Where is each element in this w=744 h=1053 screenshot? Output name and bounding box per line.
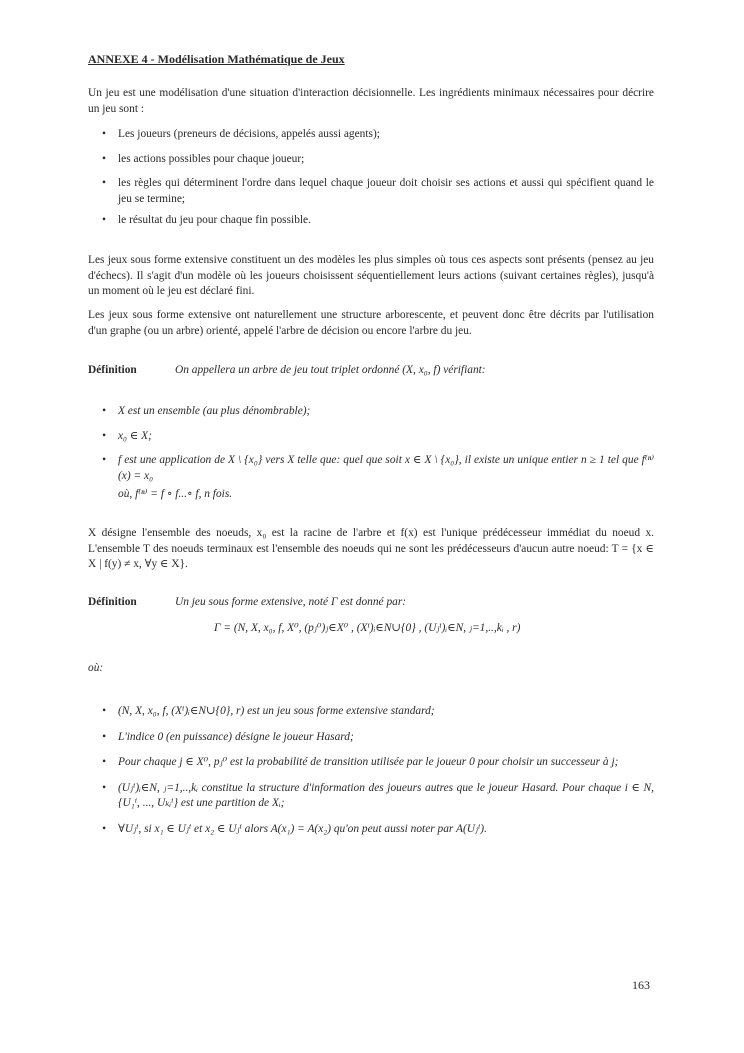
definition-label: Définition bbox=[88, 596, 137, 608]
definition-text: On appellera un arbre de jeu tout triplet ordonné (X, x₀, f) vérifiant: bbox=[175, 364, 486, 376]
list-item: • L'indice 0 (en puissance) désigne le joueur Hasard; bbox=[102, 730, 654, 746]
list-item: • le résultat du jeu pour chaque fin possible. bbox=[102, 213, 654, 229]
list-item: • X est un ensemble (au plus dénombrable); bbox=[102, 404, 654, 420]
extensive-paragraph-1: Les jeux sous forme extensive constituent un des modèles les plus simples où tous ces aspects sont présents (pensez au jeu d'échecs). Il s'agit d'un modèle où les joueurs choisissent séquentiellement leurs actions (suivant certaines règles), jusqu'à un moment où le jeu est déclaré fini. bbox=[88, 254, 654, 297]
list-item: • (N, X, x₀, f, (Xⁱ)ᵢ∈N∪{0}, r) est un jeu sous forme extensive standard; bbox=[102, 704, 654, 720]
intro-paragraph: Un jeu est une modélisation d'une situation d'interaction décisionnelle. Les ingrédients minimaux nécessaires pour décrire un jeu sont : bbox=[88, 87, 654, 115]
where-label: où: bbox=[88, 662, 104, 674]
list-item: • Les joueurs (preneurs de décisions, appelés aussi agents); bbox=[102, 127, 654, 143]
definition-text: Un jeu sous forme extensive, noté Γ est donné par: bbox=[175, 596, 407, 608]
list-item: • les actions possibles pour chaque joueur; bbox=[102, 152, 654, 168]
list-item: • ∀Uⱼⁱ, si x₁ ∈ Uⱼⁱ et x₂ ∈ Uⱼⁱ alors A(x₁) = A(x₂) qu'on peut aussi noter par A(Uⱼⁱ). bbox=[102, 822, 654, 838]
extensive-paragraph-2: Les jeux sous forme extensive ont naturellement une structure arborescente, et peuvent donc être décrits par l'utilisation d'un graphe (ou un arbre) orienté, appelé l'arbre de décision ou encore l'arbre du jeu. bbox=[88, 309, 654, 337]
definition-1-list bbox=[102, 404, 654, 484]
page-number: 163 bbox=[632, 978, 650, 992]
list-item: • les règles qui déterminent l'ordre dans lequel chaque joueur doit choisir ses actions et aussi qui spécifient quand le jeu se termine; bbox=[102, 176, 654, 207]
list-item: • Pour chaque j ∈ X⁰, pⱼ⁰ est la probabilité de transition utilisée par le joueur 0 pour choisir un successeur à j; bbox=[102, 755, 654, 771]
definition-label: Définition bbox=[88, 364, 137, 376]
nodes-paragraph: X désigne l'ensemble des noeuds, x₀ est la racine de l'arbre et f(x) est l'unique prédécesseur immédiat du noeud x. L'ensemble T des noeuds terminaux est l'ensemble des noeuds qui ne sont les prédécesseurs d'aucun autre noeud: T = {x ∈ X | f(y) ≠ x, ∀y ∈ X}. bbox=[88, 527, 654, 570]
list-item: • x₀ ∈ X; bbox=[102, 429, 654, 445]
definition-2-list bbox=[102, 704, 654, 837]
composition-note: où, f⁽ⁿ⁾ = f ∘ f...∘ f, n fois. bbox=[118, 488, 233, 500]
ingredients-list bbox=[102, 127, 654, 229]
page-title: ANNEXE 4 - Modélisation Mathématique de Jeux bbox=[88, 52, 345, 66]
list-item: • (Uⱼⁱ)ᵢ∈N, ⱼ=1,..,kᵢ constitue la structure d'information des joueurs autres que le joueur Hasard. Pour chaque i ∈ N, {U₁ⁱ, ..., Uₖᵢⁱ} est une partition de Xᵢ; bbox=[102, 781, 654, 812]
game-formula: Γ = (N, X, x₀, f, X⁰, (pⱼ⁰)ⱼ∈X⁰ , (Xⁱ)ᵢ∈N∪{0} , (Uⱼⁱ)ᵢ∈N, ⱼ=1,..,kᵢ , r) bbox=[214, 622, 521, 634]
list-item: • f est une application de X \ {x₀} vers X telle que: quel que soit x ∈ X \ {x₀}, il existe un unique entier n ≥ 1 tel que f⁽ⁿ⁾(x) = x₀ bbox=[102, 453, 654, 484]
